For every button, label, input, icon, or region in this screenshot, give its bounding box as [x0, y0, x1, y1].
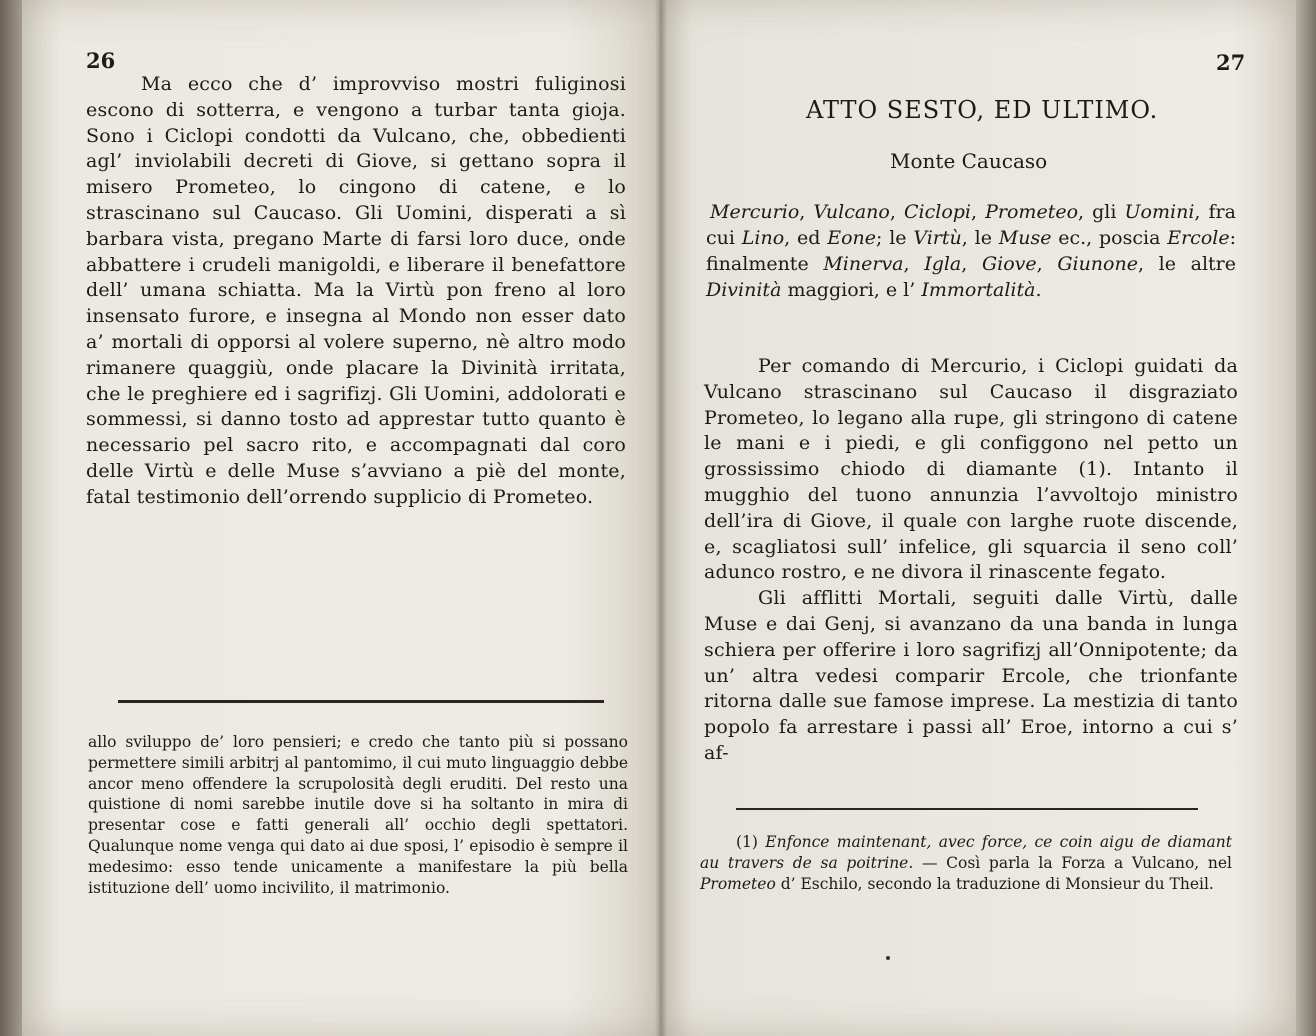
persons-connector-text: , gli [1078, 201, 1125, 223]
character-name: Ercole [1167, 227, 1230, 249]
character-name: Eone [827, 227, 876, 249]
paragraph-2: Gli afflitti Mortali, seguiti dalle Virtù, dalle Muse e dai Genj, si avanzano da una banda in lunga schiera per offerire i loro sagrifizj all’Onnipotente; da un’ altra vedesi comparir Ercole, che trionfante ritorna dalle sue famose imprese. La mestizia di tanto popolo fa arrestare i passi all’ Eroe, intorno a cui s’ af- [704, 587, 1238, 764]
character-name: Divinità [706, 279, 782, 301]
character-name: Mercurio [710, 201, 800, 223]
left-page [22, 0, 660, 1036]
persons-connector-text: : finalmente [706, 227, 1236, 275]
footnote-french-quote: Enfonce maintenant, avec force, ce coin aigu de diamant au travers de sa poitrine. [700, 833, 1232, 872]
book-left-edge [0, 0, 22, 1036]
persons-connector-text: , ed [784, 227, 828, 249]
character-name: Giove [981, 253, 1037, 275]
footnote-text: — Così parla la Forza a Vulcano, nel [913, 853, 1232, 872]
persons-connector-text: , fra cui [706, 201, 1236, 249]
character-name: Uomini [1124, 201, 1195, 223]
persons-connector-text: , le [961, 227, 999, 249]
persons-connector-text: , [961, 253, 982, 275]
right-body-text [704, 354, 1238, 767]
footnote-work-title: Prometeo [700, 874, 776, 893]
persons-connector-text: , le altre [1137, 253, 1236, 275]
dramatis-personae [706, 199, 1236, 303]
persons-connector-text: ; le [876, 227, 914, 249]
page-number-left: 26 [86, 48, 116, 73]
character-name: Prometeo [985, 201, 1079, 223]
footnote-text-end: d’ Eschilo, secondo la traduzione di Monsieur du Theil. [775, 874, 1214, 893]
character-name: Virtù [913, 227, 962, 249]
character-name: Immortalità [921, 279, 1036, 301]
act-title: ATTO SESTO, ED ULTIMO. [806, 96, 1159, 124]
character-name: Vulcano [813, 201, 890, 223]
character-name: Giunone [1057, 253, 1138, 275]
footnote-marker: (1) [736, 833, 758, 851]
book-gutter [655, 0, 667, 1036]
persons-connector-text: , [1036, 253, 1058, 275]
character-name: Igla [924, 253, 962, 275]
book-right-edge [1296, 0, 1316, 1036]
persons-connector-text: , [903, 253, 925, 275]
page-number-right: 27 [1216, 50, 1246, 75]
persons-connector-text: maggiori, e l’ [781, 279, 922, 301]
persons-connector-text: , [799, 201, 814, 223]
persons-connector-text: , [971, 201, 986, 223]
left-footnote: allo sviluppo de’ loro pensieri; e credo che tanto più si possano permettere simili arbitrj al pantomimo, il cui muto linguaggio debbe ancor meno offendere la scrupolosità degli eruditi. Del resto una quistione di nomi sarebbe inutile dove si ha soltanto in mira di presentar cose e fatti generali all’ occhio degli spettatori. Qualunque nome venga qui dato ai due sposi, l’ episodio è sempre il medesimo: esso tende unicamente a manifestare la più bella istituzione dell’ uomo incivilito, il matrimonio. [88, 733, 628, 897]
footnote-separator-left [118, 700, 604, 703]
paper-speck [886, 956, 890, 960]
character-name: Muse [998, 227, 1052, 249]
footnote-separator-right [736, 808, 1198, 810]
persons-connector-text: ec., poscia [1051, 227, 1168, 249]
right-page [660, 0, 1296, 1036]
paragraph-1: Per comando di Mercurio, i Ciclopi guidati da Vulcano strascinano sul Caucaso il disgraziato Prometeo, lo legano alla rupe, gli stringono di catene le mani e i piedi, e gli configgono nel petto un grossissimo chiodo di diamante (1). Intanto il mugghio del tuono annunzia l’avvoltojo ministro dell’ira di Giove, il quale con larghe ruote discende, e, scagliatosi sull’ infelice, gli squarcia il seno coll’ adunco rostro, e ne divora il rinascente fegato. [704, 355, 1238, 584]
character-name: Ciclopi [903, 201, 971, 223]
character-name: Minerva [823, 253, 904, 275]
left-body-text: Ma ecco che d’ improvviso mostri fuliginosi escono di sotterra, e vengono a turbar tanta gioja. Sono i Ciclopi condotti da Vulcano, che, obbedienti agl’ inviolabili decreti di Giove, si gettano sopra il misero Prometeo, lo cingono di catene, e lo strascinano sul Caucaso. Gli Uomini, disperati a sì barbara vista, pregano Marte di farsi loro duce, onde abbattere i crudeli manigoldi, e liberare il benefattore dell’ umana schiatta. Ma la Virtù pon freno al loro insensato furore, e insegna al Mondo non esser dato a’ mortali di opporsi al volere superno, nè altro modo rimanere quaggiù, onde placare la Divinità irritata, che le preghiere ed i sagrifizj. Gli Uomini, addolorati e sommessi, si danno tosto ad apprestar tutto quanto è necessario pel sacro rito, e accompagnati dal coro delle Virtù e delle Muse s’avviano a piè del monte, fatal testimonio dell’orrendo supplicio di Prometeo. [86, 73, 626, 508]
scene-setting: Monte Caucaso [890, 149, 1048, 173]
persons-connector-text: , [889, 201, 904, 223]
character-name: Lino [741, 227, 785, 249]
persons-connector-text: . [1035, 279, 1042, 301]
right-footnote [700, 832, 1232, 894]
